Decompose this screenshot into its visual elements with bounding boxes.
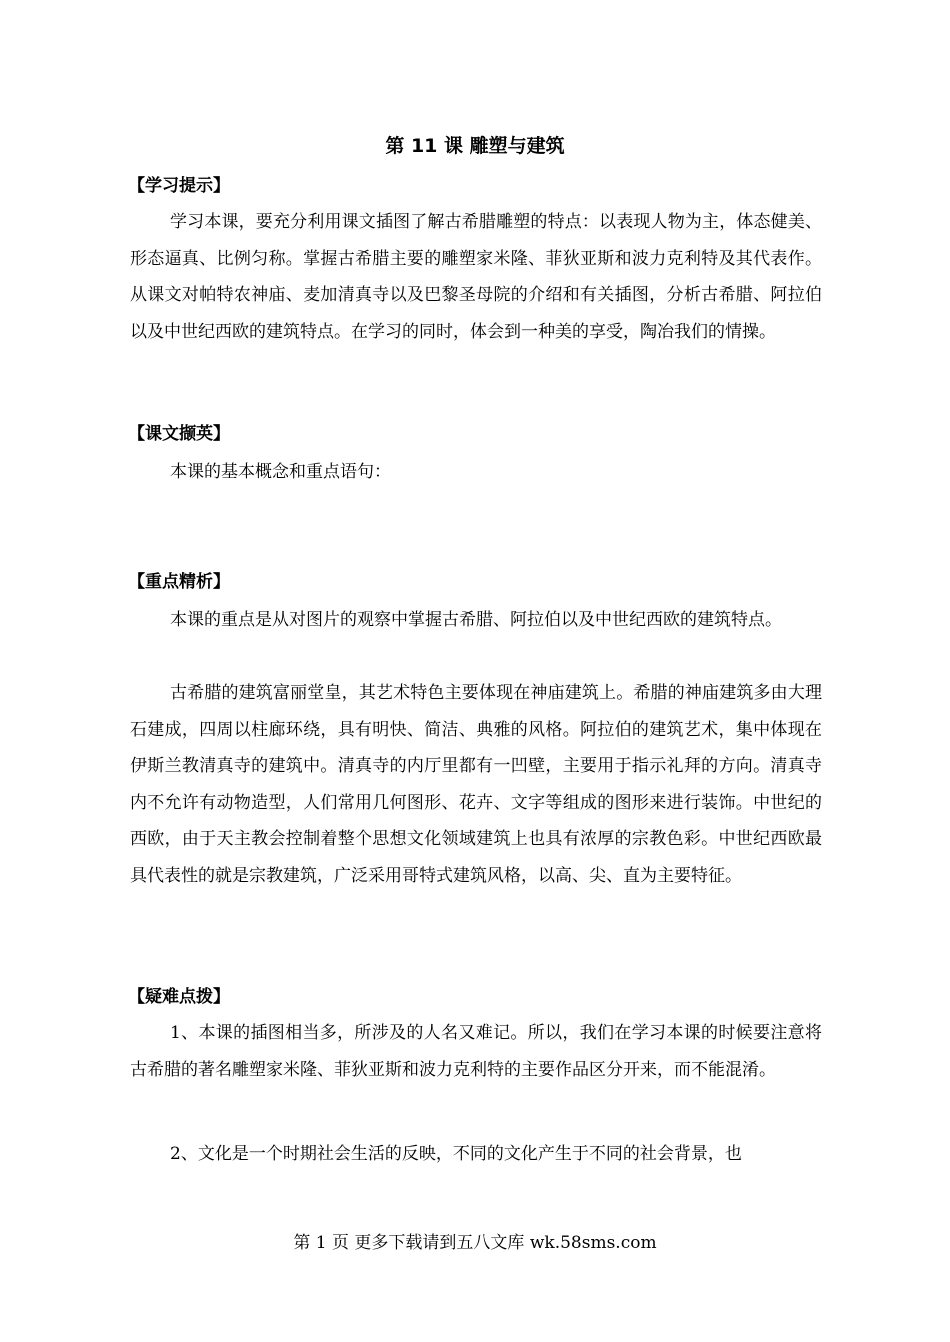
heading-text-excerpt: 【课文撷英】: [128, 424, 230, 444]
paragraph-study-tips: 学习本课，要充分利用课文插图了解古希腊雕塑的特点：以表现人物为主，体态健美、形态逼真、比例匀称。掌握古希腊主要的雕塑家米隆、菲狄亚斯和波力克利特及其代表作。从课文对帕特农神庙、麦加清真寺以及巴黎圣母院的介绍和有关插图，分析古希腊、阿拉伯以及中世纪西欧的建筑特点。在学习的同时，体会到一种美的享受，陶冶我们的情操。: [130, 212, 822, 342]
page-footer: 第 1 页 更多下载请到五八文库 wk.58sms.com: [293, 1233, 657, 1253]
heading-study-tips: 【学习提示】: [128, 176, 230, 196]
paragraph-key-analysis-1: 本课的重点是从对图片的观察中掌握古希腊、阿拉伯以及中世纪西欧的建筑特点。: [170, 610, 782, 630]
heading-key-analysis: 【重点精析】: [128, 572, 230, 592]
page-title: 第 11 课 雕塑与建筑: [385, 135, 565, 157]
paragraph-difficult-points-1: 1、本课的插图相当多，所涉及的人名又难记。所以，我们在学习本课的时候要注意将古希腊的著名雕塑家米隆、菲狄亚斯和波力克利特的主要作品区分开来，而不能混淆。: [130, 1023, 822, 1080]
paragraph-difficult-points-2: 2、文化是一个时期社会生活的反映，不同的文化产生于不同的社会背景，也: [170, 1144, 742, 1164]
paragraph-text-excerpt: 本课的基本概念和重点语句：: [170, 462, 391, 482]
heading-difficult-points: 【疑难点拨】: [128, 987, 230, 1007]
paragraph-key-analysis-2: 古希腊的建筑富丽堂皇，其艺术特色主要体现在神庙建筑上。希腊的神庙建筑多由大理石建成，四周以柱廊环绕，具有明快、简洁、典雅的风格。阿拉伯的建筑艺术，集中体现在伊斯兰教清真寺的建筑中。清真寺的内厅里都有一凹壁，主要用于指示礼拜的方向。清真寺内不允许有动物造型，人们常用几何图形、花卉、文字等组成的图形来进行装饰。中世纪的西欧，由于天主教会控制着整个思想文化领域建筑上也具有浓厚的宗教色彩。中世纪西欧最具代表性的就是宗教建筑，广泛采用哥特式建筑风格，以高、尖、直为主要特征。: [130, 683, 822, 886]
